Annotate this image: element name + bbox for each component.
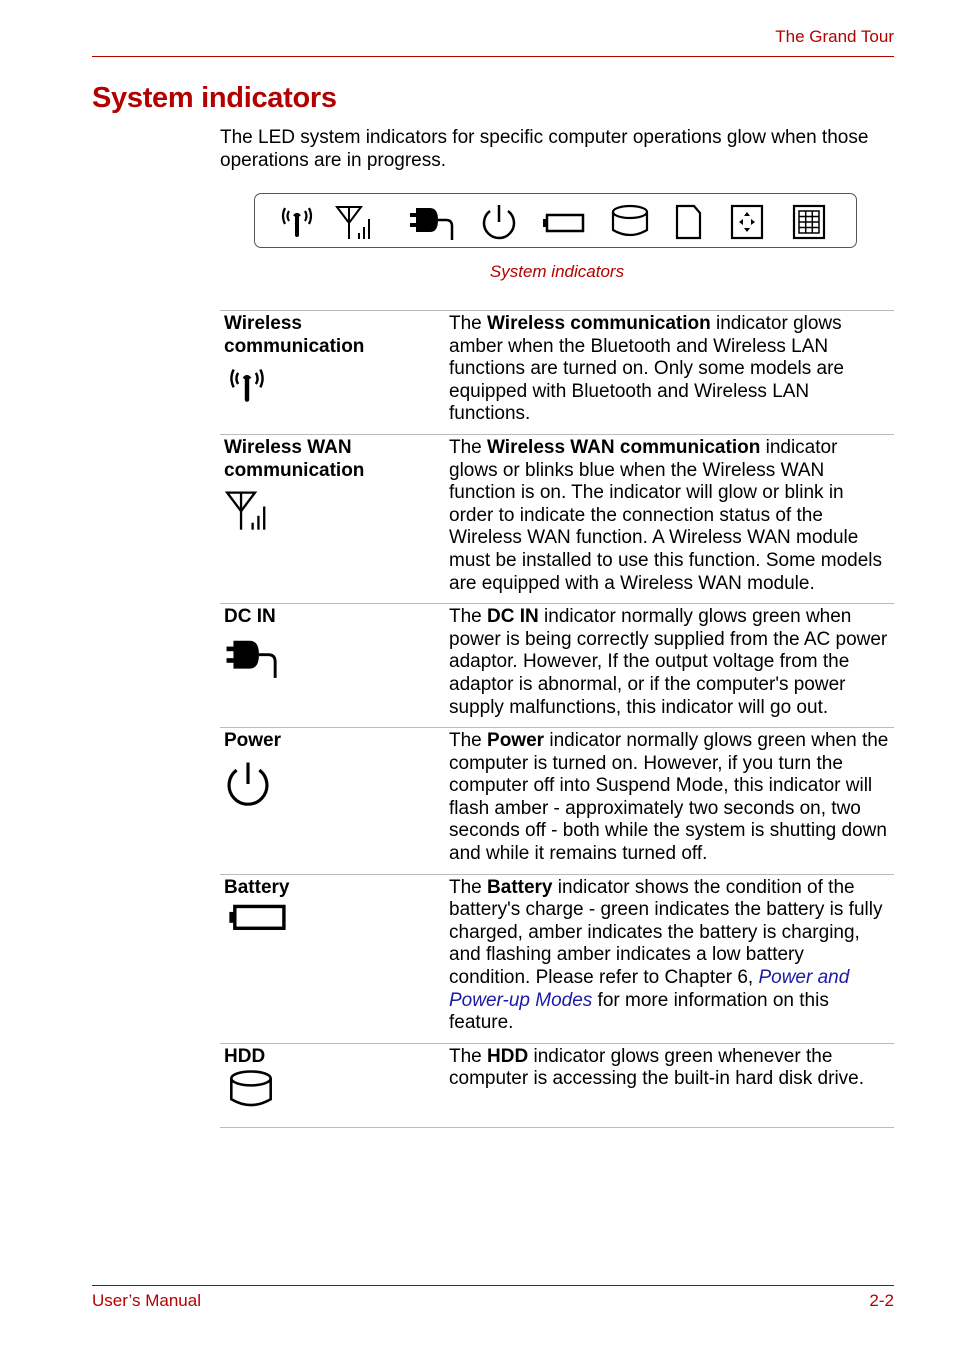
footer-rule xyxy=(92,1285,894,1286)
numeric-keypad-icon xyxy=(791,203,827,241)
indicator-description: The DC IN indicator normally glows green when power is being correctly supplied from the AC power adaptor. However, If the output voltage from the adaptor is abnormal, or if the computer's power supply malfunctions, this indicator will go out. xyxy=(445,604,894,728)
wireless-wan-icon xyxy=(224,488,272,532)
indicator-name: DC IN xyxy=(224,606,276,628)
table-row xyxy=(220,434,894,603)
power-icon xyxy=(224,759,272,809)
wireless-communication-icon xyxy=(279,203,315,239)
indicator-description: The Wireless communication indicator glows amber when the Bluetooth and Wireless LAN functions are turned on. Only some models are equipped with Bluetooth and Wireless LAN functions. xyxy=(445,311,894,435)
hdd-icon xyxy=(610,203,650,241)
indicator-description: The Battery indicator shows the condition of the battery's charge - green indicates the battery is fully charged, amber indicates the battery is charging, and flashing amber indicates a low battery condition. Please refer to Chapter 6, Power and Power-up Modes for more information on this feature. xyxy=(445,874,894,1043)
table-row xyxy=(220,1043,894,1127)
wireless-communication-icon xyxy=(224,364,270,404)
chapter-link[interactable]: Power and Power-up Modes xyxy=(449,967,850,1011)
power-icon xyxy=(480,203,518,241)
running-header: The Grand Tour xyxy=(775,27,894,46)
intro-paragraph: The LED system indicators for specific computer operations glow when those operations are in progress. xyxy=(220,127,869,171)
footer-manual-title: User’s Manual xyxy=(92,1291,201,1310)
indicator-name: Battery xyxy=(224,876,290,898)
indicator-description: The HDD indicator glows green whenever the computer is accessing the built-in hard disk drive. xyxy=(445,1043,894,1127)
indicator-name: Power xyxy=(224,730,282,752)
page-title: System indicators xyxy=(92,82,337,114)
table-row xyxy=(220,311,894,435)
table-row xyxy=(220,604,894,728)
table-row xyxy=(220,728,894,875)
indicator-strip xyxy=(254,193,857,248)
header-rule xyxy=(92,56,894,57)
wireless-wan-icon xyxy=(335,203,375,241)
indicator-name: Wireless WAN communication xyxy=(224,436,365,481)
hdd-icon xyxy=(224,1068,278,1112)
figure-caption: System indicators xyxy=(489,262,625,281)
indicator-name: Wireless communication xyxy=(224,313,365,357)
memory-card-icon xyxy=(674,203,704,241)
battery-icon xyxy=(542,203,586,241)
cursor-pad-icon xyxy=(729,203,765,241)
indicator-description: The Power indicator normally glows green when the computer is turned on. However, if you turn the computer off into Suspend Mode, this indicator will flash amber - approximately two seconds on, two seconds off - both while the system is shutting down and while it remains turned off. xyxy=(445,728,894,875)
indicator-table xyxy=(220,310,894,1128)
table-row xyxy=(220,874,894,1043)
battery-icon xyxy=(224,901,292,931)
page-number: 2-2 xyxy=(869,1291,894,1310)
indicator-name: HDD xyxy=(224,1045,266,1067)
dc-in-icon xyxy=(408,203,456,241)
indicator-description: The Wireless WAN communication indicator glows or blinks blue when the Wireless WAN function is on. The indicator will glow or blink in order to indicate the connection status of the Wireless WAN function. A Wireless WAN module must be installed to use this function. Some models are equipped with a Wireless WAN module. xyxy=(445,434,894,603)
dc-in-icon xyxy=(224,635,280,679)
